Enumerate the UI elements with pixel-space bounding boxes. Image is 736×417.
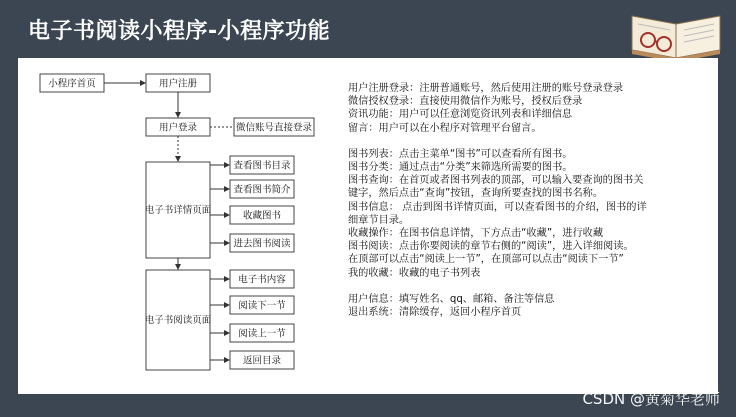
label-home: 小程序首页: [48, 78, 96, 90]
description-line: 图书信息： 点击到图书详情页面，可以查看图书的介绍，图书的详: [348, 201, 647, 213]
label-detail-item-3: 进去图书阅读: [233, 238, 291, 250]
label-read-item-3: 返回目录: [242, 355, 282, 367]
description-line: 用户注册登录：注册普通账号，然后使用注册的账号登录登录: [348, 83, 624, 94]
label-register: 用户注册: [158, 78, 198, 90]
description-line: 用户信息：填写姓名、qq、邮箱、备注等信息: [348, 293, 555, 305]
label-read-page: 电子书阅读页面: [144, 315, 212, 326]
description-line: 资讯功能：用户可以任意浏览资讯列表和详细信息: [348, 109, 573, 121]
label-read-item-0: 电子书内容: [238, 274, 286, 286]
description-line: 键字，然后点击“查询”按钮，查询所要查找的图书名称。: [348, 188, 604, 200]
line-gap: [348, 280, 647, 293]
label-wechat-login: 微信账号直接登录: [235, 122, 313, 134]
description-line: 收藏操作：在图书信息详情，下方点击“收藏”，进行收藏: [348, 228, 604, 240]
description-line: 留言：用户可以在小程序对管理平台留言。: [348, 122, 542, 134]
label-read-item-1: 阅读下一节: [238, 300, 286, 312]
label-login: 用户登录: [158, 122, 198, 134]
label-detail-item-2: 收藏图书: [242, 210, 282, 222]
description-line: 我的收藏：收藏的电子书列表: [348, 267, 481, 279]
label-detail-item-0: 查看图书目录: [233, 160, 291, 172]
description-line: 图书查询：在首页或者图书列表的顶部，可以输入要查询的图书关: [348, 175, 644, 187]
description-line: 在顶部可以点击“阅读上一节”，在顶部可以点击“阅读下一节”: [348, 254, 624, 266]
description-line: 图书列表：点击主菜单“图书”可以查看所有图书。: [348, 148, 573, 160]
label-detail-page: 电子书详情页面: [144, 205, 212, 216]
description-line: 微信授权登录：直接使用微信作为账号，授权后登录: [348, 96, 583, 108]
watermark: CSDN @黄菊华老师: [582, 390, 720, 408]
description-line: 图书阅读：点击你要阅读的章节右侧的“阅读”，进入详细阅读。: [348, 241, 634, 253]
feature-description: [348, 82, 647, 319]
label-read-item-2: 阅读上一节: [238, 328, 286, 340]
description-line: 图书分类：通过点击“分类”来筛选所需要的图书。: [348, 162, 573, 174]
description-line: 细章节目录。: [348, 214, 410, 226]
description-line: 退出系统：清除缓存，返回小程序首页: [348, 307, 522, 319]
line-gap: [348, 135, 647, 148]
label-detail-item-1: 查看图书简介: [233, 184, 291, 196]
flow-diagram: [18, 58, 348, 394]
slide-title: 电子书阅读小程序-小程序功能: [28, 19, 331, 44]
